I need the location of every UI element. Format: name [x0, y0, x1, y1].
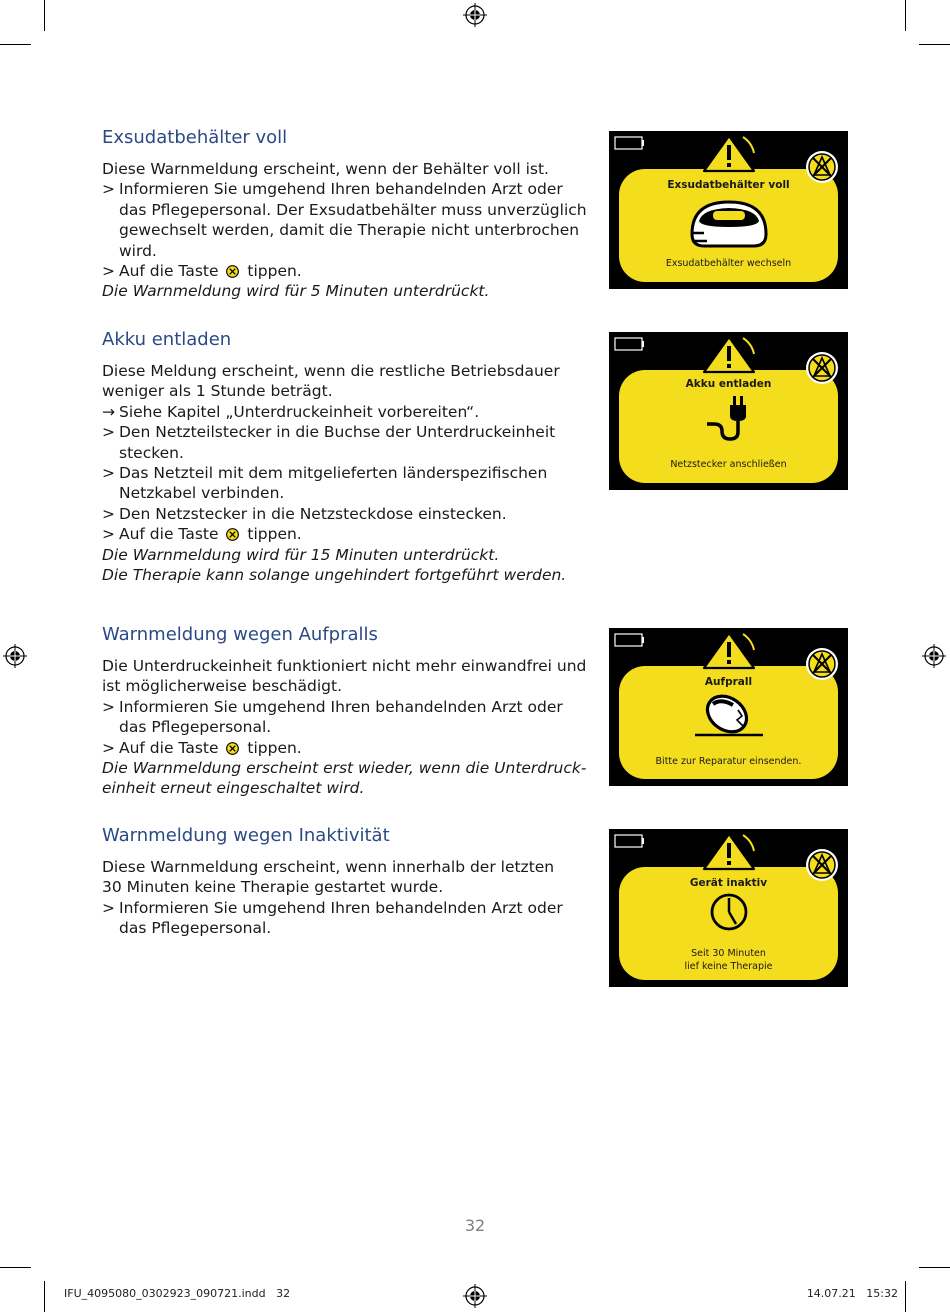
instruction-step: > Das Netzteil mit dem mitgelieferten länderspezifischen Netzkabel verbinden. [102, 464, 548, 503]
crop-mark [0, 44, 31, 45]
section-heading: Exsudatbehälter voll [102, 127, 288, 148]
instruction-step: > Informieren Sie umgehend Ihren behandelnden Arzt oder das Pflegepersonal. [102, 697, 563, 737]
intro-text: Diese Warnmeldung erscheint, wenn der Behälter voll ist. [102, 160, 549, 178]
bullet-mark: > [102, 262, 115, 281]
crop-mark [919, 44, 950, 45]
mute-button-icon [226, 528, 239, 541]
bullet-mark: > [102, 180, 115, 199]
section-akku-entladen [102, 328, 592, 585]
section-exsudatbehaelter-voll [102, 126, 592, 302]
intro-text: Die Unterdruckeinheit funktioniert nicht mehr einwandfrei und [102, 657, 587, 675]
crop-mark [919, 1267, 950, 1268]
tap-step: > Auf die Taste tippen. [102, 525, 302, 544]
screen-message: Seit 30 Minuten [691, 948, 766, 959]
tap-step: > Auf die Taste tippen. [102, 262, 302, 281]
bullet-mark: > [102, 464, 115, 483]
intro-text: Diese Warnmeldung erscheint, wenn innerhalb der letzten [102, 858, 555, 876]
screen-message: Bitte zur Reparatur einsenden. [655, 756, 802, 767]
bullet-mark: > [102, 504, 115, 523]
slug-date-time: 14.07.21 15:32 [806, 1287, 898, 1300]
registration-mark-icon [463, 3, 487, 27]
battery-icon [615, 634, 642, 646]
crop-mark [905, 1281, 906, 1312]
registration-mark-icon [3, 644, 27, 668]
note-text: Die Therapie kann solange ungehindert fortgeführt werden. [102, 566, 567, 585]
page-number: 32 [464, 1216, 486, 1235]
intro-text: Diese Meldung erscheint, wenn die restliche Betriebsdauer [102, 362, 560, 380]
intro-text: ist möglicherweise beschädigt. [102, 677, 343, 696]
warning-icon [704, 633, 754, 668]
note-text: einheit erneut eingeschaltet wird. [102, 779, 365, 798]
section-heading: Warnmeldung wegen Inaktivität [102, 825, 390, 846]
bullet-mark: > [102, 697, 115, 716]
warning-icon [704, 834, 754, 869]
section-heading: Akku entladen [102, 329, 232, 350]
battery-icon [615, 137, 642, 149]
intro-text: 30 Minuten keine Therapie gestartet wurde. [102, 878, 444, 897]
screen-message: Exsudatbehälter wechseln [665, 258, 792, 269]
slug-file-info: IFU_4095080_0302923_090721.indd 32 [64, 1287, 291, 1300]
mute-button-icon [226, 742, 239, 755]
section-inaktivitaet [102, 824, 592, 939]
note-text: Die Warnmeldung erscheint erst wieder, wenn die Unterdruck- [102, 759, 587, 778]
crop-mark [905, 0, 906, 31]
instruction-step: > Informieren Sie umgehend Ihren behandelnden Arzt oder das Pflegepersonal. [102, 898, 563, 938]
bullet-mark: > [102, 738, 115, 757]
warning-icon [704, 337, 754, 372]
bullet-mark: > [102, 898, 115, 917]
registration-mark-icon [922, 644, 946, 668]
screen-message: Netzstecker anschließen [670, 459, 787, 470]
canister-icon [692, 202, 766, 246]
device-screen-impact [609, 628, 848, 786]
instruction-step: > Informieren Sie umgehend Ihren behandelnden Arzt oder das Pflegepersonal. Der Exsudatbehälter muss unverzüglich gewechselt werden, damit die Therapie nicht unterbrochen wird. [102, 180, 587, 260]
warning-icon [704, 136, 754, 171]
device-screen-battery-low [609, 332, 848, 490]
screen-title: Exsudatbehälter voll [667, 179, 790, 191]
tap-step: > Auf die Taste tippen. [102, 738, 302, 757]
crop-mark [0, 1267, 31, 1268]
device-screen-inactive [609, 829, 848, 987]
section-heading: Warnmeldung wegen Aufpralls [102, 624, 378, 645]
screen-message: lief keine Therapie [684, 961, 773, 972]
screen-title: Gerät inaktiv [689, 877, 768, 889]
intro-text: weniger als 1 Stunde beträgt. [102, 382, 333, 401]
note-text: Die Warnmeldung wird für 5 Minuten unterdrückt. [102, 282, 490, 301]
screen-title: Aufprall [704, 676, 753, 688]
arrow-mark: → [102, 402, 115, 421]
screen-title: Akku entladen [685, 378, 772, 390]
instruction-step: > Den Netzstecker in die Netzsteckdose einstecken. [102, 504, 507, 523]
device-screen-canister-full [609, 131, 848, 289]
battery-icon [615, 835, 642, 847]
chapter-reference: → Siehe Kapitel „Unterdruckeinheit vorbereiten“. [102, 402, 480, 421]
registration-mark-icon [463, 1284, 487, 1308]
crop-mark [44, 1281, 45, 1312]
mute-button-icon [226, 265, 239, 278]
bullet-mark: > [102, 525, 115, 544]
note-text: Die Warnmeldung wird für 15 Minuten unterdrückt. [102, 545, 500, 564]
crop-mark [44, 0, 45, 31]
section-aufprall [102, 623, 592, 799]
battery-icon [615, 338, 642, 350]
bullet-mark: > [102, 423, 115, 442]
instruction-step: > Den Netzteilstecker in die Buchse der Unterdruckeinheit stecken. [102, 423, 556, 462]
